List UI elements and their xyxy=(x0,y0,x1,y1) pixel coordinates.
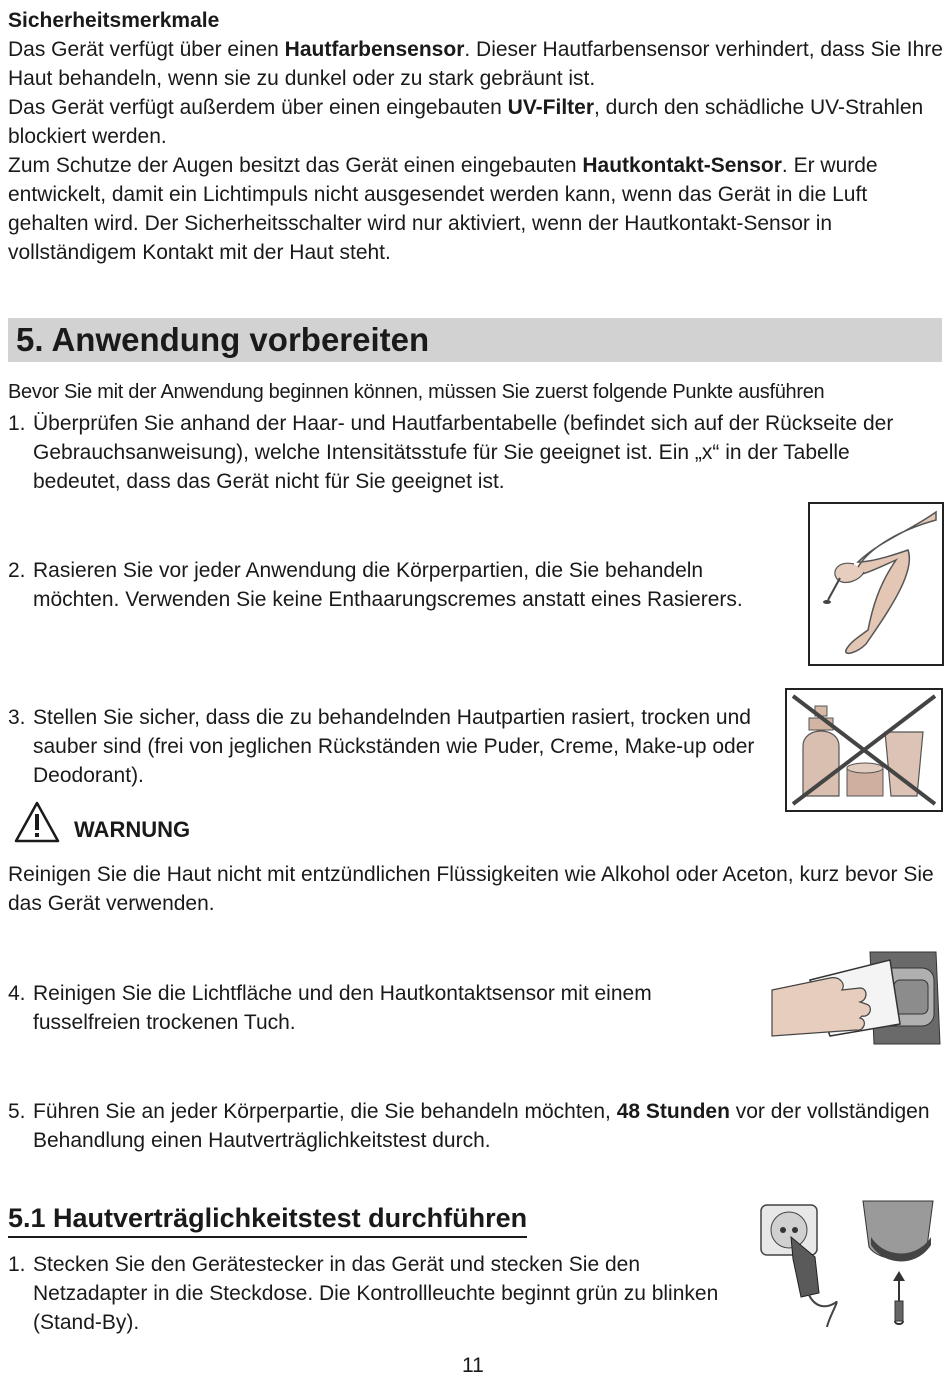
no-cosmetics-illustration xyxy=(785,688,943,812)
list-item-text: Stellen Sie sicher, dass die zu behandelnden Hautpartien rasiert, trocken und sauber sind (frei von jeglichen Rückständen wie Puder, Creme, Make-up oder Deodorant). xyxy=(33,706,755,787)
list-item-number: 1. xyxy=(8,1253,26,1276)
list-item xyxy=(8,556,778,614)
warning-triangle-icon xyxy=(14,800,60,844)
safety-paragraph-1: Das Gerät verfügt über einen Hautfarbensensor. Dieser Hautfarbensensor verhindert, dass Sie Ihre Haut behandeln, wenn sie zu dunkel oder zu stark gebräunt ist. xyxy=(8,38,943,90)
list-item xyxy=(8,703,778,790)
section-title: 5. Anwendung vorbereiten xyxy=(16,321,430,358)
list-item-number: 4. xyxy=(8,982,26,1005)
warning-text: Reinigen Sie die Haut nicht mit entzündlichen Flüssigkeiten wie Alkohol oder Aceton, kurz bevor Sie das Gerät verwenden. xyxy=(8,863,934,915)
subsection-title: 5.1 Hautverträglichkeitstest durchführen xyxy=(8,1201,527,1238)
safety-paragraph-2: Das Gerät verfügt außerdem über einen eingebauten UV-Filter, durch den schädliche UV-Strahlen blockiert werden. xyxy=(8,96,924,148)
cleaning-cloth-illustration xyxy=(770,950,942,1046)
list-item-text: Überprüfen Sie anhand der Haar- und Hautfarbentabelle (befindet sich auf der Rückseite der Gebrauchsanweisung), welche Intensitätsstufe für Sie geeignet ist. Ein „x“ in der Tabelle bedeutet, dass das Gerät nicht für Sie geeignet ist. xyxy=(33,412,894,493)
list-item xyxy=(8,1097,943,1155)
list-item xyxy=(8,409,943,496)
list-item-text: Stecken Sie den Gerätestecker in das Gerät und stecken Sie den Netzadapter in die Steckdose. Die Kontrollleuchte beginnt grün zu blinken (Stand-By). xyxy=(33,1253,719,1334)
list-item-text: Rasieren Sie vor jeder Anwendung die Körperpartien, die Sie behandeln möchten. Verwenden Sie keine Enthaarungscremes anstatt eines Rasierers. xyxy=(33,559,743,611)
list-item-text: Führen Sie an jeder Körperpartie, die Sie behandeln möchten, 48 Stunden vor der vollständigen Behandlung einen Hautverträglichkeitstest durch. xyxy=(33,1100,930,1152)
leg-shaving-illustration xyxy=(808,502,944,666)
list-item-number: 1. xyxy=(8,412,26,435)
list-item xyxy=(8,1250,743,1337)
list-item xyxy=(8,979,753,1037)
safety-heading: Sicherheitsmerkmale xyxy=(8,9,220,32)
list-item-number: 3. xyxy=(8,706,26,729)
list-item-number: 5. xyxy=(8,1100,26,1123)
section-intro: Bevor Sie mit der Anwendung beginnen können, müssen Sie zuerst folgende Punkte ausführen xyxy=(8,381,825,403)
warning-label: WARNUNG xyxy=(74,817,191,842)
list-item-number: 2. xyxy=(8,559,26,582)
page-number: 11 xyxy=(462,1354,484,1377)
power-adapter-illustration xyxy=(755,1197,945,1329)
list-item-text: Reinigen Sie die Lichtfläche und den Hautkontaktsensor mit einem fusselfreien trockenen Tuch. xyxy=(33,982,652,1034)
safety-paragraph-3: Zum Schutze der Augen besitzt das Gerät einen eingebauten Hautkontakt-Sensor. Er wurde entwickelt, damit ein Lichtimpuls nicht ausgesendet werden kann, wenn das Gerät in die Luft gehalten wird. Der Sicherheitsschalter wird nur aktiviert, wenn der Hautkontakt-Sensor in vollständigem Kontakt mit der Haut steht. xyxy=(8,154,878,264)
